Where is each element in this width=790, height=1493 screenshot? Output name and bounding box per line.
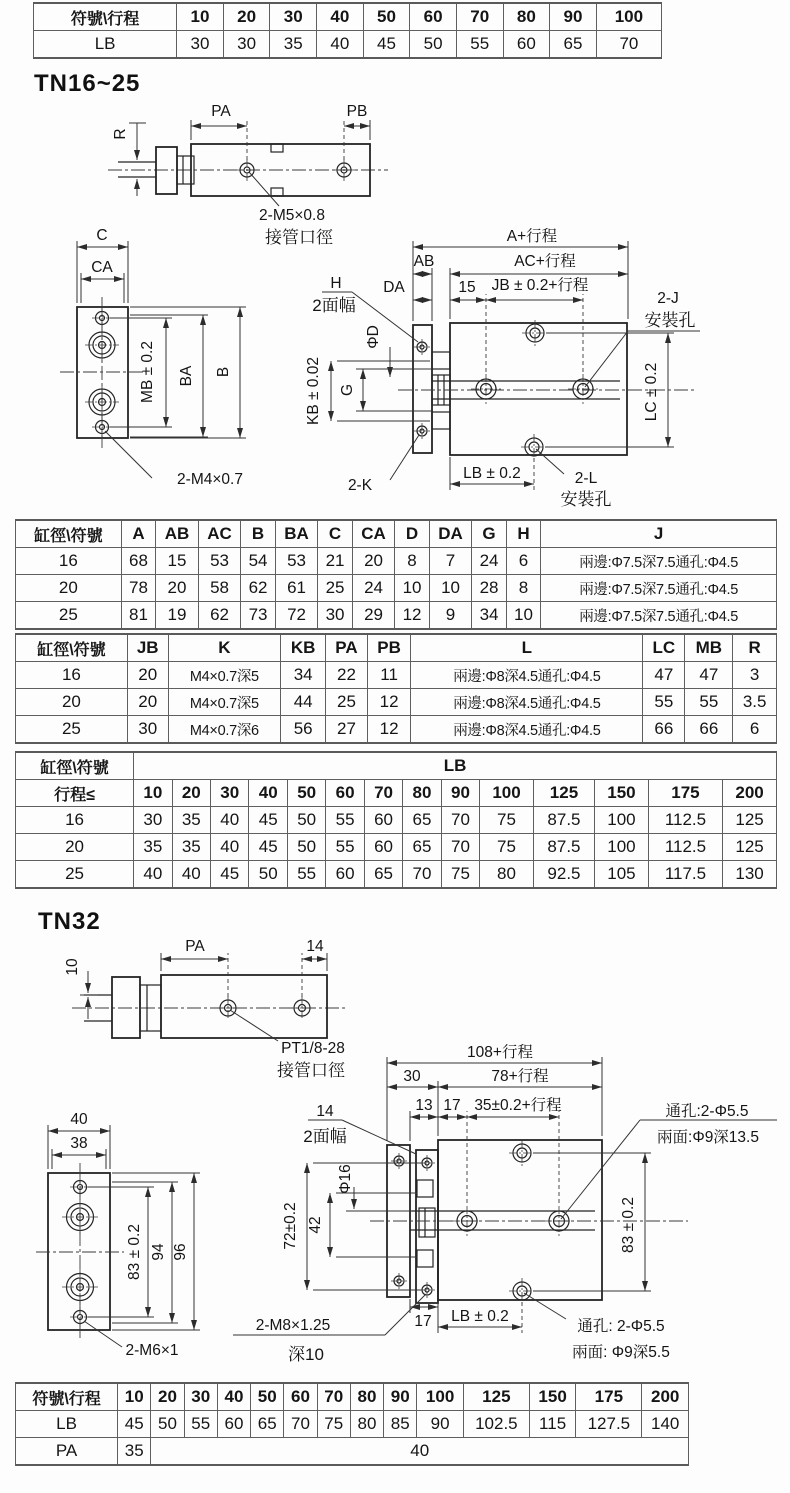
table-cell: 55	[685, 689, 733, 716]
table-cell: 140	[642, 1411, 689, 1438]
table-cell: 92.5	[533, 861, 594, 889]
dim-35-stroke: 35±0.2+行程	[474, 1097, 562, 1114]
header-cell: 20	[151, 1383, 184, 1411]
header-cell: D	[395, 520, 429, 548]
header-cell: G	[472, 520, 506, 548]
table-cell: 兩邊:Φ7.5深7.5通孔:Φ4.5	[541, 602, 777, 630]
header-cell: PB	[367, 634, 411, 662]
table-cell: 70	[596, 31, 661, 59]
table-cell: 30	[318, 602, 352, 630]
header-cell: CA	[352, 520, 395, 548]
dim-da: DA	[383, 279, 405, 296]
header-cell: 10	[177, 3, 224, 31]
table-cell: 50	[151, 1411, 184, 1438]
table-cell: 12	[395, 602, 429, 630]
table-cell: 10	[395, 575, 429, 602]
table-cell: 60	[217, 1411, 250, 1438]
dim-14: 14	[306, 938, 324, 955]
dim-30: 30	[403, 1068, 421, 1085]
table-cell: 65	[550, 31, 597, 59]
table-cell: 66	[643, 716, 685, 744]
header-cell: 150	[529, 1383, 575, 1411]
dim-40: 40	[70, 1111, 88, 1128]
table-cell: M4×0.7深5	[168, 662, 281, 689]
counterbore-top-label: 兩面:Φ9深13.5	[657, 1129, 759, 1146]
table-cell: 55	[287, 861, 325, 889]
dim-94: 94	[150, 1243, 167, 1261]
header-cell: 缸徑\符號	[16, 752, 134, 780]
header-cell: H	[506, 520, 540, 548]
table-cell: 40	[172, 861, 210, 889]
header-cell: 200	[723, 780, 777, 807]
table-cell: LB	[34, 31, 177, 59]
table-cell: 100	[595, 807, 649, 834]
table-cell: 20	[16, 689, 128, 716]
header-cell: 100	[596, 3, 661, 31]
mount-hole-l-caption: 安裝孔	[560, 490, 612, 509]
table-cell: 30	[127, 716, 168, 744]
table-cell: 24	[352, 575, 395, 602]
header-cell: 200	[642, 1383, 689, 1411]
header-cell: LC	[643, 634, 685, 662]
front-thread-label: 2-M6×1	[125, 1342, 179, 1359]
counterbore-bottom-label: 兩面: Φ9深5.5	[572, 1344, 670, 1361]
dim-ca: CA	[91, 259, 113, 276]
table-cell: 20	[16, 575, 122, 602]
header-cell: R	[733, 634, 777, 662]
table-cell: 16	[16, 807, 134, 834]
table-cell: 20	[127, 689, 168, 716]
dim-h-caption: 2面幅	[312, 296, 356, 315]
table-cell: 25	[16, 602, 122, 630]
table-cell: 35	[134, 834, 172, 861]
header-cell: A	[121, 520, 155, 548]
tn32-front-view	[36, 1111, 200, 1359]
port-caption: 接管口徑	[277, 1061, 345, 1080]
header-cell: 70	[364, 780, 402, 807]
table-cell: 兩邊:Φ7.5深7.5通孔:Φ4.5	[541, 575, 777, 602]
table-cell: 53	[198, 548, 241, 575]
header-cell: 60	[410, 3, 457, 31]
table-cell: 55	[643, 689, 685, 716]
table-cell: 兩邊:Φ8深4.5通孔:Φ4.5	[411, 662, 643, 689]
dim-jb-stroke: JB ± 0.2+行程	[491, 277, 589, 294]
header-cell: C	[318, 520, 352, 548]
header-cell: 150	[595, 780, 649, 807]
table-cell: 70	[441, 807, 479, 834]
table-cell: 75	[480, 807, 534, 834]
table-cell: 50	[287, 807, 325, 834]
table-cell: 3	[733, 662, 777, 689]
table-cell: 8	[506, 575, 540, 602]
table-cell: 8	[395, 548, 429, 575]
dim-c: C	[96, 227, 108, 244]
table-cell: 58	[198, 575, 241, 602]
header-cell: 符號\行程	[16, 1383, 118, 1411]
header-cell: 50	[287, 780, 325, 807]
mid-thread-label: 2-M8×1.25	[255, 1317, 331, 1334]
port-thread-label: 2-M5×0.8	[259, 207, 325, 224]
header-cell: 175	[648, 780, 722, 807]
header-cell: PA	[326, 634, 368, 662]
header-cell: 40	[249, 780, 287, 807]
table-cell: 78	[121, 575, 155, 602]
table-cell: 24	[472, 548, 506, 575]
dimension-table-1	[15, 519, 777, 630]
header-cell: 符號\行程	[34, 3, 177, 31]
dim-r: R	[112, 128, 129, 140]
section-title-tn32: TN32	[38, 908, 101, 935]
port-caption: 接管口徑	[265, 228, 333, 247]
header-cell: 40	[317, 3, 364, 31]
through-hole-bottom-label: 通孔: 2-Φ5.5	[577, 1318, 665, 1335]
mid-thread-depth: 深10	[288, 1345, 324, 1364]
header-cell: 50	[363, 3, 410, 31]
table-cell: 25	[326, 689, 368, 716]
header-cell: 60	[284, 1383, 317, 1411]
dim-b: B	[215, 366, 232, 378]
dim-kb: KB ± 0.02	[305, 357, 322, 425]
mount-hole-j-label: 2-J	[657, 290, 679, 307]
dim-a-stroke: A+行程	[506, 228, 558, 245]
table-cell: 6	[733, 716, 777, 744]
table-cell: 12	[367, 716, 411, 744]
mount-hole-l-label: 2-L	[574, 470, 598, 487]
table-cell: 44	[281, 689, 326, 716]
table-cell: 55	[326, 834, 364, 861]
header-cell: AC	[198, 520, 241, 548]
header-cell: 缸徑\符號	[16, 520, 122, 548]
header-cell: 行程≤	[16, 780, 134, 807]
table-cell: 19	[156, 602, 199, 630]
flats-caption: 2面幅	[303, 1127, 347, 1146]
header-cell: 90	[441, 780, 479, 807]
table-cell: 90	[417, 1411, 463, 1438]
table-cell: 兩邊:Φ7.5深7.5通孔:Φ4.5	[541, 548, 777, 575]
tn32-drawing	[0, 935, 790, 1383]
table-cell: 127.5	[576, 1411, 642, 1438]
table-cell: 50	[410, 31, 457, 59]
header-cell: K	[168, 634, 281, 662]
table-cell: 73	[241, 602, 275, 630]
table-cell: 62	[198, 602, 241, 630]
table-cell: 50	[287, 834, 325, 861]
dim-lb: LB ± 0.2	[463, 465, 521, 482]
table-cell: 85	[384, 1411, 417, 1438]
table-cell: 9	[429, 602, 472, 630]
table-cell: 66	[685, 716, 733, 744]
table-cell: 35	[172, 834, 210, 861]
table-cell: 45	[118, 1411, 151, 1438]
header-cell: 100	[417, 1383, 463, 1411]
dim-lb: LB ± 0.2	[451, 1308, 509, 1325]
header-cell: JB	[127, 634, 168, 662]
section-title-tn16-25: TN16~25	[34, 70, 141, 97]
table-cell: 35	[270, 31, 317, 59]
table-cell: 102.5	[463, 1411, 529, 1438]
dim-13: 13	[415, 1097, 433, 1114]
table-cell: 75	[317, 1411, 350, 1438]
mount-hole-j-caption: 安裝孔	[644, 311, 696, 330]
table-cell: 16	[16, 548, 122, 575]
table-cell: 81	[121, 602, 155, 630]
table-cell: PA	[16, 1438, 118, 1466]
header-cell: 20	[223, 3, 270, 31]
dim-96: 96	[172, 1243, 189, 1261]
header-cell: AB	[156, 520, 199, 548]
dim-pa: PA	[185, 938, 205, 955]
header-cell: 80	[350, 1383, 383, 1411]
table-cell: 70	[441, 834, 479, 861]
table-cell: 125	[723, 807, 777, 834]
table-cell: 47	[643, 662, 685, 689]
table-cell: 80	[480, 861, 534, 889]
table-cell: 50	[249, 861, 287, 889]
dim-ab: AB	[413, 253, 435, 270]
table-cell: 34	[472, 602, 506, 630]
table-cell: 72	[275, 602, 318, 630]
dim-mb: MB ± 0.2	[139, 341, 156, 403]
dim-pb: PB	[346, 103, 368, 120]
table-cell: LB	[16, 1411, 118, 1438]
table-cell: 70	[284, 1411, 317, 1438]
table-cell: 兩邊:Φ8深4.5通孔:Φ4.5	[411, 716, 643, 744]
table-cell: 16	[16, 662, 128, 689]
table-cell: 25	[16, 861, 134, 889]
table-cell: 112.5	[648, 834, 722, 861]
dim-15: 15	[458, 279, 476, 296]
table-cell: 7	[429, 548, 472, 575]
header-cell: 100	[480, 780, 534, 807]
table-cell: 70	[403, 861, 441, 889]
table-cell: 61	[275, 575, 318, 602]
table-cell: 11	[367, 662, 411, 689]
table-cell: 30	[134, 807, 172, 834]
dim-83-main: 83 ± 0.2	[620, 1197, 637, 1253]
through-hole-top-label: 通孔:2-Φ5.5	[665, 1103, 749, 1120]
table-cell: 105	[595, 861, 649, 889]
tn16-side-view	[108, 103, 388, 247]
table-cell: 35	[172, 807, 210, 834]
dim-10: 10	[64, 958, 81, 976]
tn32-side-view	[64, 938, 345, 1080]
header-cell: 30	[184, 1383, 217, 1411]
table-cell: 兩邊:Φ8深4.5通孔:Φ4.5	[411, 689, 643, 716]
table-cell: 40	[134, 861, 172, 889]
table-cell: 55	[326, 807, 364, 834]
table-cell: 25	[318, 575, 352, 602]
front-thread-label: 2-M4×0.7	[177, 471, 243, 488]
dim-17-bottom: 17	[414, 1313, 432, 1330]
table-cell: M4×0.7深6	[168, 716, 281, 744]
dim-pa: PA	[211, 103, 231, 120]
dim-ba: BA	[178, 365, 195, 387]
table-cell: 125	[723, 834, 777, 861]
table-cell: 56	[281, 716, 326, 744]
table-cell: 30	[177, 31, 224, 59]
dim-108-stroke: 108+行程	[467, 1044, 533, 1061]
header-cell: 90	[550, 3, 597, 31]
header-cell: LB	[134, 752, 777, 780]
stroke-lb-table-tn16	[15, 751, 777, 889]
table-cell: 10	[506, 602, 540, 630]
table-cell: 68	[121, 548, 155, 575]
header-cell: L	[411, 634, 643, 662]
table-cell: 60	[503, 31, 550, 59]
dim-lc: LC ± 0.2	[643, 362, 660, 422]
header-cell: 30	[270, 3, 317, 31]
table-cell: 60	[326, 861, 364, 889]
header-cell: 60	[326, 780, 364, 807]
dimension-table-2	[15, 633, 777, 744]
header-cell: J	[541, 520, 777, 548]
header-cell: 50	[251, 1383, 284, 1411]
table-cell: 27	[326, 716, 368, 744]
dim-g: G	[339, 383, 356, 397]
header-cell: 125	[463, 1383, 529, 1411]
table-cell: 25	[16, 716, 128, 744]
table-cell: 115	[529, 1411, 575, 1438]
header-cell: 40	[217, 1383, 250, 1411]
table-cell: 53	[275, 548, 318, 575]
table-cell: 112.5	[648, 807, 722, 834]
table-cell: 65	[364, 861, 402, 889]
table-cell: 40	[317, 31, 364, 59]
table-cell: 22	[326, 662, 368, 689]
table-cell: 35	[118, 1438, 151, 1466]
table-cell: 117.5	[648, 861, 722, 889]
table-cell: 30	[223, 31, 270, 59]
table-cell: 12	[367, 689, 411, 716]
header-cell: 10	[118, 1383, 151, 1411]
header-cell: 80	[503, 3, 550, 31]
table-cell: 45	[249, 834, 287, 861]
header-cell: 70	[317, 1383, 350, 1411]
table-cell: 40	[211, 834, 249, 861]
tn16-main-view	[305, 227, 700, 509]
table-cell: 20	[127, 662, 168, 689]
table-cell: 62	[241, 575, 275, 602]
table-cell: 3.5	[733, 689, 777, 716]
table-cell: 40	[211, 807, 249, 834]
table-cell: 47	[685, 662, 733, 689]
header-cell: 缸徑\符號	[16, 634, 128, 662]
header-cell: 125	[533, 780, 594, 807]
dim-38: 38	[70, 1135, 88, 1152]
table-cell: 87.5	[533, 834, 594, 861]
tn32-main-view	[233, 1043, 777, 1364]
table-cell: 65	[403, 834, 441, 861]
table-cell: 15	[156, 548, 199, 575]
header-cell: KB	[281, 634, 326, 662]
header-cell: 175	[576, 1383, 642, 1411]
stroke-lb-table-tn32	[15, 1382, 689, 1466]
table-cell: 10	[429, 575, 472, 602]
table-cell: 20	[352, 548, 395, 575]
dim-h: H	[330, 275, 342, 292]
thread-k-label: 2-K	[347, 477, 373, 494]
dim-78-stroke: 78+行程	[491, 1068, 549, 1085]
dim-72: 72±0.2	[282, 1202, 299, 1250]
dim-42: 42	[307, 1216, 324, 1234]
tn16-front-view	[60, 227, 246, 488]
header-cell: 20	[172, 780, 210, 807]
stroke-lb-table-tn10	[33, 2, 662, 59]
table-cell: 40	[151, 1438, 689, 1466]
dim-phi-d: ΦD	[365, 325, 382, 349]
table-cell: 100	[595, 834, 649, 861]
header-cell: 90	[384, 1383, 417, 1411]
dim-83-front: 83 ± 0.2	[126, 1224, 143, 1280]
table-cell: 54	[241, 548, 275, 575]
dim-phi-16: Φ16	[337, 1164, 354, 1194]
table-cell: 21	[318, 548, 352, 575]
table-cell: 20	[16, 834, 134, 861]
table-cell: 45	[249, 807, 287, 834]
table-cell: 130	[723, 861, 777, 889]
dim-ac-stroke: AC+行程	[514, 253, 576, 270]
table-cell: 6	[506, 548, 540, 575]
table-cell: 45	[363, 31, 410, 59]
header-cell: 80	[403, 780, 441, 807]
header-cell: MB	[685, 634, 733, 662]
tn16-25-drawing	[0, 100, 790, 515]
table-cell: 80	[350, 1411, 383, 1438]
table-cell: 75	[480, 834, 534, 861]
header-cell: 70	[456, 3, 503, 31]
table-cell: M4×0.7深5	[168, 689, 281, 716]
dim-17-top: 17	[443, 1097, 461, 1114]
table-cell: 65	[251, 1411, 284, 1438]
header-cell: 10	[134, 780, 172, 807]
header-cell: BA	[275, 520, 318, 548]
table-cell: 28	[472, 575, 506, 602]
table-cell: 20	[156, 575, 199, 602]
table-cell: 34	[281, 662, 326, 689]
dim-14-flats: 14	[316, 1103, 334, 1120]
table-cell: 29	[352, 602, 395, 630]
table-cell: 55	[456, 31, 503, 59]
table-cell: 87.5	[533, 807, 594, 834]
table-cell: 65	[403, 807, 441, 834]
table-cell: 60	[364, 807, 402, 834]
table-cell: 75	[441, 861, 479, 889]
header-cell: DA	[429, 520, 472, 548]
table-cell: 60	[364, 834, 402, 861]
header-cell: 30	[211, 780, 249, 807]
table-cell: 55	[184, 1411, 217, 1438]
port-thread-label: PT1/8-28	[281, 1040, 345, 1057]
table-cell: 45	[211, 861, 249, 889]
header-cell: B	[241, 520, 275, 548]
